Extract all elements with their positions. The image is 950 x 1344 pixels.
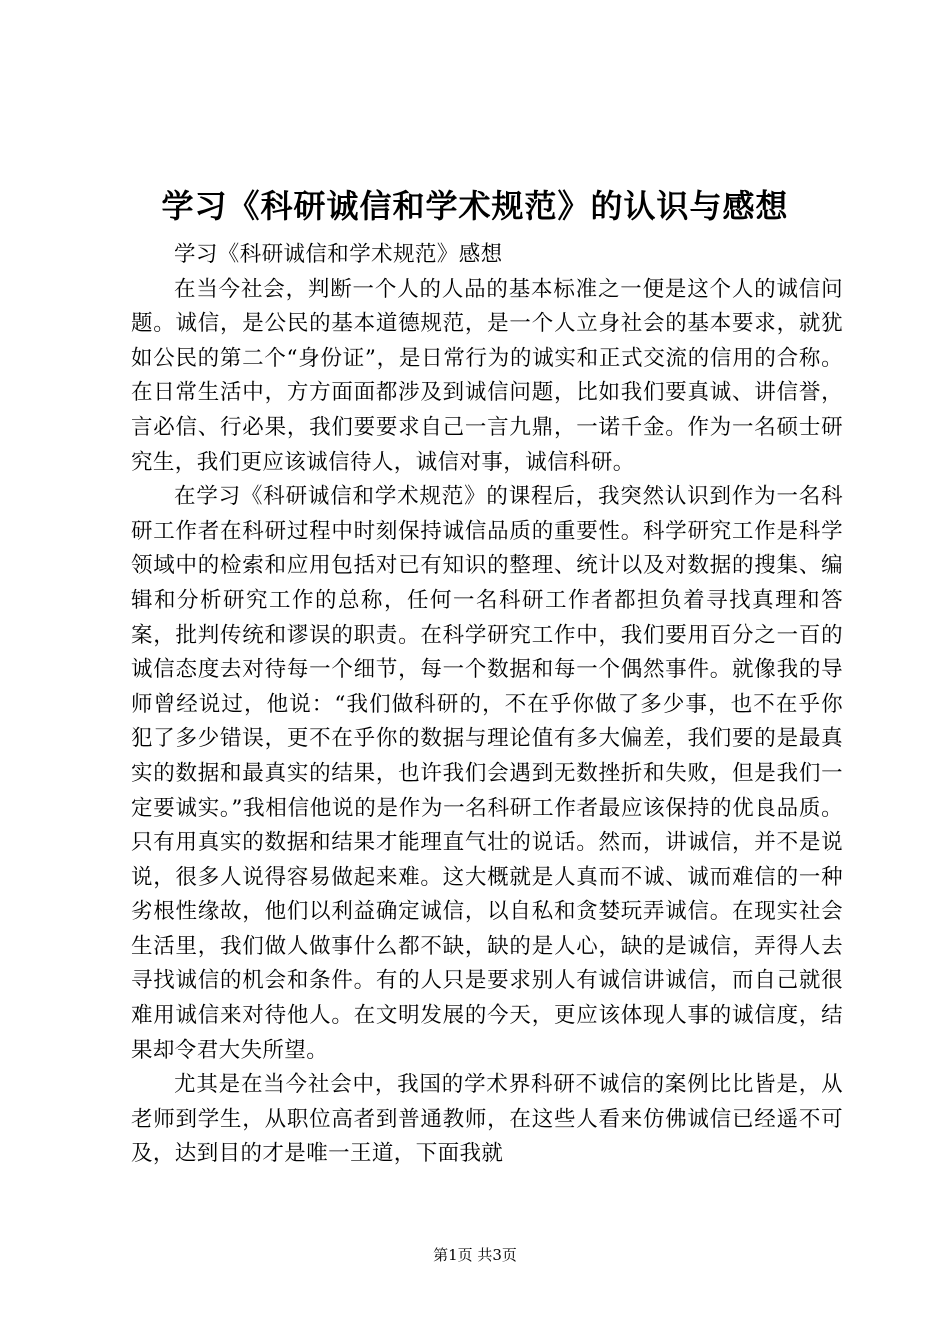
page-footer: 第1页 共3页 [433, 1246, 517, 1264]
paragraph-3: 尤其是在当今社会中，我国的学术界科研不诚信的案例比比皆是，从老师到学生，从职位高者到普通教师，在这些人看来仿佛诚信已经遥不可及，达到目的才是唯一王道，下面我就 [131, 1072, 843, 1167]
document-subtitle: 学习《科研诚信和学术规范》感想 [174, 242, 503, 267]
document-title: 学习《科研诚信和学术规范》的认识与感想 [161, 187, 789, 225]
document-body [131, 238, 843, 1172]
paragraph-2: 在学习《科研诚信和学术规范》的课程后，我突然认识到作为一名科研工作者在科研过程中时刻保持诚信品质的重要性。科学研究工作是科学领域中的检索和应用包括对已有知识的整理、统计以及对数据的搜集、编辑和分析研究工作的总称，任何一名科研工作者都担负着寻找真理和答案，批判传统和谬误的职责。在科学研究工作中，我们要用百分之一百的诚信态度去对待每一个细节，每一个数据和每一个偶然事件。就像我的导师曾经说过，他说：“我们做科研的，不在乎你做了多少事，也不在乎你犯了多少错误，更不在乎你的数据与理论值有多大偏差，我们要的是最真实的数据和最真实的结果，也许我们会遇到无数挫折和失败，但是我们一定要诚实。”我相信他说的是作为一名科研工作者最应该保持的优良品质。只有用真实的数据和结果才能理直气壮的说话。然而，讲诚信，并不是说说，很多人说得容易做起来难。这大概就是人真而不诚、诚而难信的一种劣根性缘故，他们以利益确定诚信，以自私和贪婪玩弄诚信。在现实社会生活里，我们做人做事什么都不缺，缺的是人心，缺的是诚信，弄得人去寻找诚信的机会和条件。有的人只是要求别人有诚信讲诚信，而自己就很难用诚信来对待他人。在文明发展的今天，更应该体现人事的诚信度，结果却令君大失所望。 [131, 484, 843, 1063]
paragraph-1: 在当今社会，判断一个人的人品的基本标准之一便是这个人的诚信问题。诚信，是公民的基本道德规范，是一个人立身社会的基本要求，就犹如公民的第二个“身份证”，是日常行为的诚实和正式交流的信用的合称。在日常生活中，方方面面都涉及到诚信问题，比如我们要真诚、讲信誉，言必信、行必果，我们要要求自己一言九鼎，一诺千金。作为一名硕士研究生，我们更应该诚信待人，诚信对事，诚信科研。 [131, 276, 843, 475]
